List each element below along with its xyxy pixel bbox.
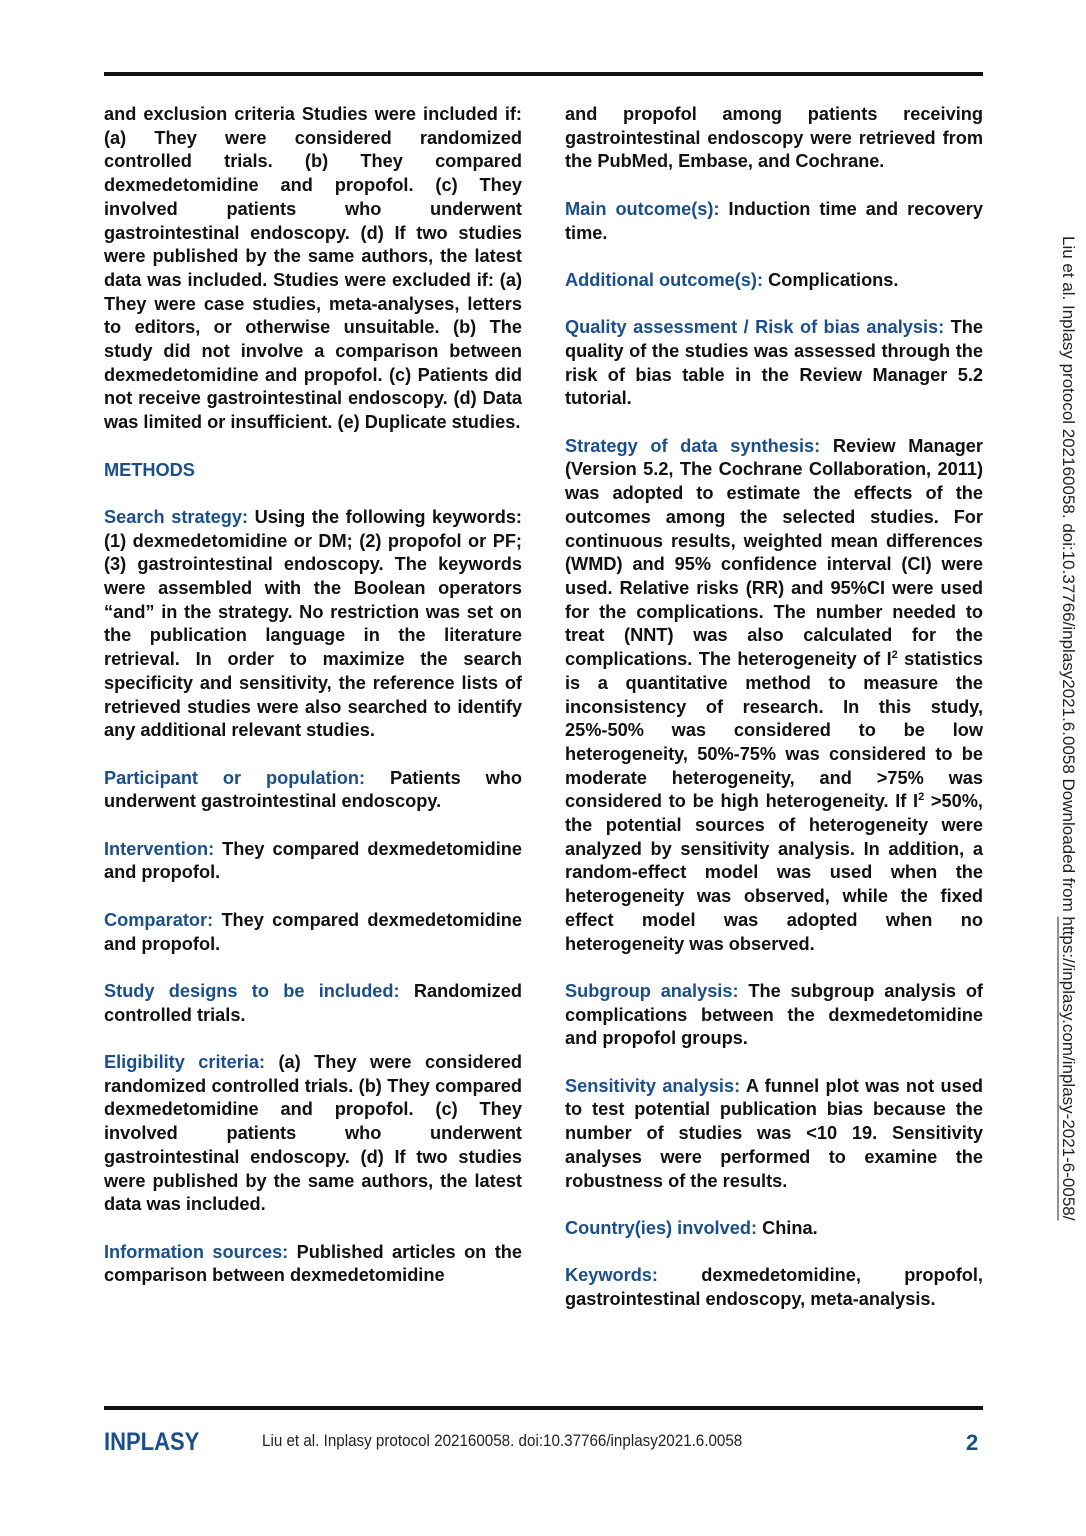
section-study-designs — [104, 980, 522, 1027]
section-text: Randomized controlled trials. — [104, 980, 522, 1025]
left-column — [104, 103, 522, 1312]
section-search-strategy — [104, 506, 522, 743]
section-label: Country(ies) involved: — [565, 1217, 757, 1238]
section-label: Subgroup analysis: — [565, 980, 739, 1001]
section-text: Patients who underwent gastrointestinal endoscopy. — [104, 767, 523, 812]
section-quality-assessment — [565, 316, 983, 411]
superscript: 2 — [918, 791, 925, 804]
section-text: They compared dexmedetomidine and propofol. — [104, 909, 523, 954]
methods-heading: METHODS — [104, 459, 195, 480]
section-text: Induction time and recovery time. — [565, 198, 983, 243]
section-label: Eligibility criteria: — [104, 1052, 266, 1073]
section-participant — [104, 767, 522, 814]
section-label: Sensitivity analysis: — [565, 1075, 741, 1096]
section-text: China. — [762, 1217, 818, 1238]
watermark-text: Liu et al. Inplasy protocol 202160058. doi:10.37766/inplasy2021.6.0058 Downloaded from — [1059, 236, 1078, 917]
section-text: Review Manager (Version 5.2, The Cochrane Collaboration, 2011) was adopted to estimate the effects of the outcomes among the selected studies. For continuous results, weighted mean differences (WMD) and 95% confidence interval (CI) were used. Relative risks (RR) and 95%CI were used for the complications. The number needed to treat (NNT) was also calculated for the complications. The heterogeneity of I — [565, 435, 983, 670]
section-label: Comparator: — [104, 909, 214, 930]
section-text: A funnel plot was not used to test potential publication bias because the number of studies was <10 19. Sensitivity analyses were performed to examine the robustness of the results. — [565, 1075, 983, 1191]
criteria-continuation: and exclusion criteria Studies were included if: (a) They were considered randomized controlled trials. (b) They compared dexmedetomidine and propofol. (c) They involved patients who underwent gastrointestinal endoscopy. (d) If two studies were published by the same authors, the latest data was included. Studies were excluded if: (a) They were case studies, meta-analyses, letters to editors, or otherwise unsuitable. (b) The study did not involve a comparison between dexmedetomidine and propofol. (c) Patients did not receive gastrointestinal endoscopy. (d) Data was limited or insufficient. (e) Duplicate studies. — [104, 104, 522, 433]
section-text: statistics is a quantitative method to measure the inconsistency of research. In this study, 25%-50% was considered to be low heterogeneity, 50%-75% was considered to be moderate heterogeneity, and >75% was considered to be high heterogeneity. If I — [565, 649, 983, 812]
section-text: They compared dexmedetomidine and propofol. — [104, 838, 522, 883]
section-label: Participant or population: — [104, 767, 366, 788]
section-main-outcomes — [565, 198, 983, 245]
section-intervention — [104, 838, 522, 885]
section-text: Complications. — [768, 269, 899, 290]
section-text: The subgroup analysis of complications between the dexmedetomidine and propofol groups. — [565, 980, 983, 1049]
superscript: 2 — [891, 649, 898, 662]
section-comparator — [104, 909, 522, 956]
journal-logo: INPLASY — [104, 1428, 200, 1456]
section-label: Study designs to be included: — [104, 980, 400, 1001]
footer-citation: Liu et al. Inplasy protocol 202160058. doi:10.37766/inplasy2021.6.0058 — [262, 1432, 743, 1450]
footer-rule — [104, 1406, 983, 1410]
download-link[interactable]: https://inplasy.com/inplasy-2021-6-0058/ — [1059, 916, 1078, 1221]
section-text: Using the following keywords: (1) dexmedetomidine or DM; (2) propofol or PF; (3) gastrointestinal endoscopy. The keywords were assembled with the Boolean operators “and” in the strategy. No restriction was set on the publication language in the literature retrieval. In order to maximize the search specificity and sensitivity, the reference lists of retrieved studies were also searched to identify any additional relevant studies. — [104, 506, 522, 741]
section-label: Keywords: — [565, 1265, 658, 1286]
section-sensitivity-analysis — [565, 1075, 983, 1194]
section-label: Additional outcome(s): — [565, 269, 764, 290]
header-rule — [104, 72, 983, 76]
section-label: Quality assessment / Risk of bias analysis: — [565, 317, 945, 338]
section-label: Search strategy: — [104, 506, 249, 527]
download-watermark — [1054, 236, 1082, 1220]
section-additional-outcomes — [565, 269, 983, 293]
section-text: dexmedetomidine, propofol, gastrointestinal endoscopy, meta-analysis. — [565, 1265, 983, 1310]
section-label: Information sources: — [104, 1241, 289, 1262]
section-data-synthesis — [565, 435, 983, 956]
section-text: >50%, the potential sources of heterogeneity were analyzed by sensitivity analysis. In addition, a random-effect model was used when the heterogeneity was observed, while the fixed effect model was adopted when no heterogeneity was observed. — [565, 791, 983, 954]
section-text: (a) They were considered randomized controlled trials. (b) They compared dexmedetomidine and propofol. (c) They involved patients who underwent gastrointestinal endoscopy. (d) If two studies were published by the same authors, the latest data was included. — [104, 1052, 522, 1215]
section-label: Strategy of data synthesis: — [565, 435, 821, 456]
section-text: The quality of the studies was assessed through the risk of bias table in the Review Manager 5.2 tutorial. — [565, 317, 983, 409]
section-keywords — [565, 1264, 983, 1311]
section-text: Published articles on the comparison between dexmedetomidine — [104, 1241, 522, 1286]
section-subgroup-analysis — [565, 980, 983, 1051]
section-label: Main outcome(s): — [565, 198, 720, 219]
page-number: 2 — [966, 1430, 979, 1455]
section-label: Intervention: — [104, 838, 215, 859]
section-countries — [565, 1217, 983, 1241]
information-sources-continuation: and propofol among patients receiving gastrointestinal endoscopy were retrieved from the PubMed, Embase, and Cochrane. — [565, 104, 983, 172]
section-eligibility — [104, 1051, 522, 1217]
right-column — [565, 103, 983, 1335]
section-information-sources — [104, 1241, 522, 1288]
